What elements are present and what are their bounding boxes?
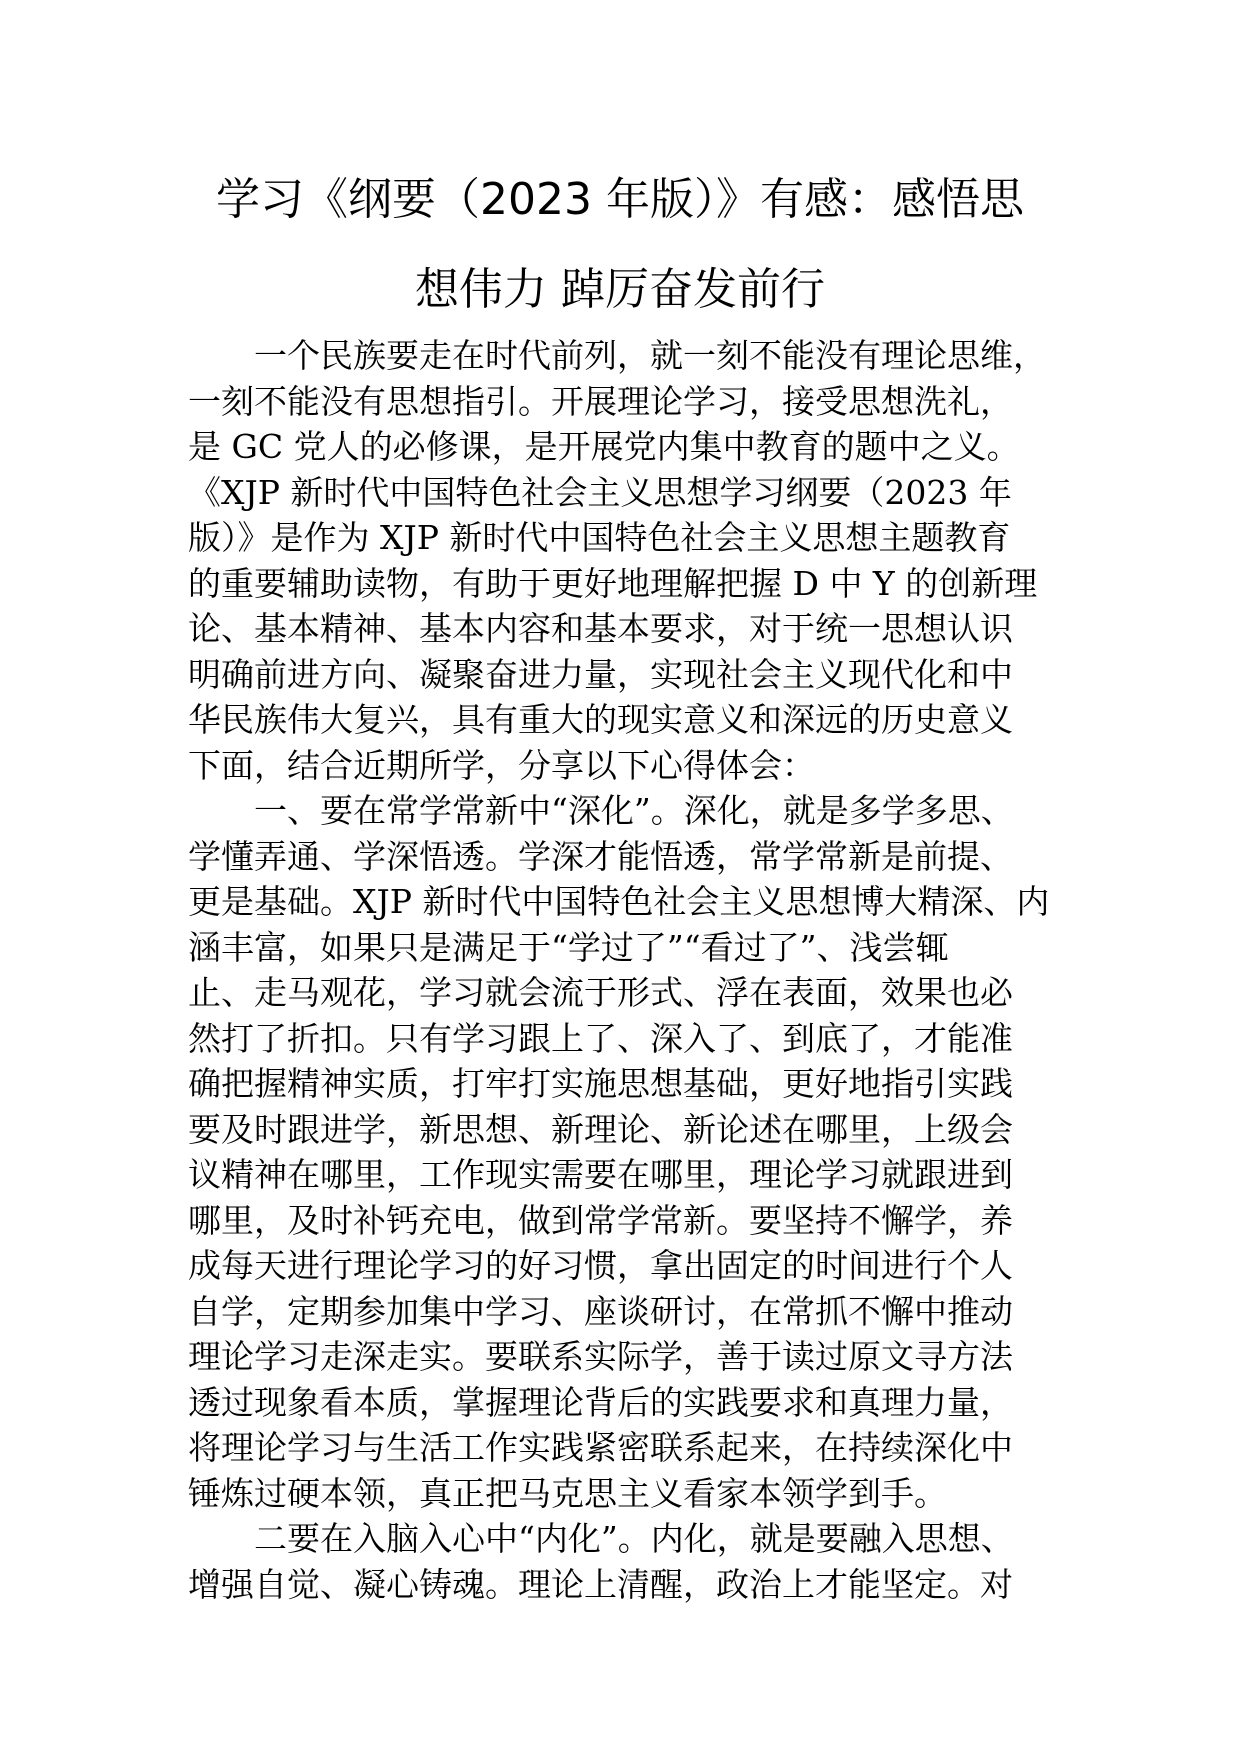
body-line: 议精神在哪里，工作现实需要在哪里，理论学习就跟进到 (188, 1155, 1013, 1194)
document-title-line-2: 想伟力 踔厉奋发前行 (415, 264, 825, 315)
body-line: 华民族伟大复兴，具有重大的现实意义和深远的历史意义 (188, 700, 1013, 739)
body-line: 要及时跟进学，新思想、新理论、新论述在哪里，上级会 (188, 1109, 1013, 1149)
body-line: 增强自觉、凝心铸魂。理论上清醒，政治上才能坚定。对 (188, 1564, 1013, 1604)
body-line: 学懂弄通、学深悟透。学深才能悟透，常学常新是前提、 (188, 836, 1013, 876)
body-line: 将理论学习与生活工作实践紧密联系起来，在持续深化中 (188, 1428, 1013, 1467)
body-line: 确把握精神实质，打牢打实施思想基础，更好地指引实践 (188, 1064, 1013, 1103)
body-line: 然打了折扣。只有学习跟上了、深入了、到底了，才能准 (188, 1018, 1013, 1058)
document-body (188, 333, 1088, 1607)
body-line: 下面，结合近期所学，分享以下心得体会： (188, 745, 815, 785)
body-line: 一刻不能没有思想指引。开展理论学习，接受思想洗礼， (188, 381, 1013, 421)
body-line: 止、走马观花，学习就会流于形式、浮在表面，效果也必 (188, 973, 1013, 1012)
body-line: 涵丰富，如果只是满足于“学过了”“看过了”、浅尝辄 (188, 927, 949, 967)
body-line: 透过现象看本质，掌握理论背后的实践要求和真理力量， (188, 1382, 1013, 1422)
body-line: 明确前进方向、凝聚奋进力量，实现社会主义现代化和中 (188, 654, 1013, 694)
body-line: 锤炼过硬本领，真正把马克思主义看家本领学到手。 (188, 1473, 947, 1513)
body-line: 《XJP 新时代中国特色社会主义思想学习纲要（2023 年 (188, 472, 1012, 512)
body-line: 一个民族要走在时代前列，就一刻不能没有理论思维， (188, 336, 1046, 375)
body-line: 的重要辅助读物，有助于更好地理解把握 D 中 Y 的创新理 (188, 563, 1038, 603)
body-line: 更是基础。XJP 新时代中国特色社会主义思想博大精深、内 (188, 882, 1050, 921)
body-line: 自学，定期参加集中学习、座谈研讨，在常抓不懈中推动 (188, 1291, 1013, 1331)
body-line: 一、要在常学常新中“深化”。深化，就是多学多思、 (188, 791, 1014, 830)
body-line: 二要在入脑入心中“内化”。内化，就是要融入思想、 (188, 1519, 1014, 1558)
document-title-line-1: 学习《纲要（2023 年版）》有感：感悟思 (216, 174, 1024, 225)
body-line: 理论学习走深走实。要联系实际学，善于读过原文寻方法 (188, 1337, 1013, 1376)
body-line: 是 GC 党人的必修课，是开展党内集中教育的题中之义。 (188, 427, 1020, 466)
body-line: 版）》是作为 XJP 新时代中国特色社会主义思想主题教育 (188, 518, 1011, 557)
body-line: 论、基本精神、基本内容和基本要求，对于统一思想认识 (188, 609, 1013, 648)
body-line: 成每天进行理论学习的好习惯，拿出固定的时间进行个人 (188, 1246, 1013, 1285)
body-line: 哪里，及时补钙充电，做到常学常新。要坚持不懈学，养 (188, 1200, 1013, 1240)
